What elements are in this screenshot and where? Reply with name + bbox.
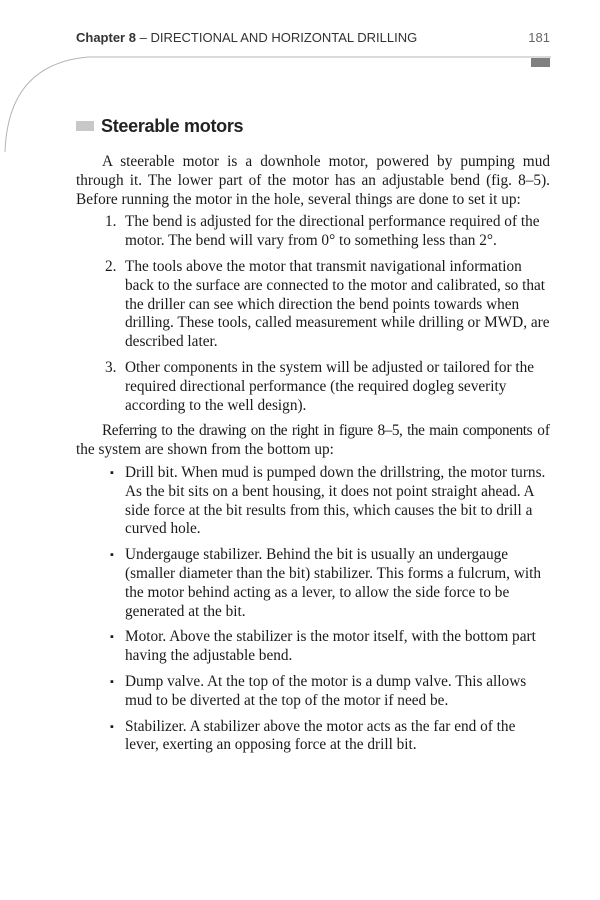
running-header bbox=[76, 30, 550, 50]
components-list bbox=[76, 464, 550, 755]
components-paragraph: Referring to the drawing on the right in figure 8–5, the main components of the system are shown from the bottom up: bbox=[76, 422, 551, 459]
section-title: Steerable motors bbox=[101, 116, 244, 136]
list-item: ▪ Undergauge stabilizer. Behind the bit is usually an undergauge (smaller diameter than the bit) stabilizer. This forms a fulcrum, with the motor behind acting as a lever, to allow the side force to be generated at the bit. bbox=[110, 546, 542, 620]
setup-steps-list bbox=[76, 213, 550, 415]
list-item: ▪ Stabilizer. A stabilizer above the motor acts as the far end of the lever, exerting an opposing force at the drill bit. bbox=[110, 717, 516, 754]
list-item: 2. The tools above the motor that transmit navigational information back to the surface are connected to the motor and calibrated, so that the driller can see which direction the bend points towards when drilling. These tools, called measurement while drilling or MWD, are described later. bbox=[105, 257, 550, 351]
body-text bbox=[76, 153, 550, 762]
heading-marker bbox=[76, 121, 94, 131]
list-item: ▪ Dump valve. At the top of the motor is a dump valve. This allows mud to be diverted at the top of the motor if need be. bbox=[110, 672, 527, 709]
intro-paragraph: A steerable motor is a downhole motor, powered by pumping mud through it. The lower part of the motor has an adjustable bend (fig. 8–5). Before running the motor in the hole, several things are done to set it up: bbox=[76, 153, 550, 208]
chapter-heading: Chapter 8 – DIRECTIONAL AND HORIZONTAL DRILLING bbox=[76, 30, 418, 45]
list-item: 1. The bend is adjusted for the directional performance required of the motor. The bend will vary from 0° to something less than 2°. bbox=[105, 213, 540, 250]
page-number: 181 bbox=[528, 30, 550, 45]
list-item: ▪ Motor. Above the stabilizer is the motor itself, with the bottom part having the adjustable bend. bbox=[110, 628, 536, 665]
list-item: ▪ Drill bit. When mud is pumped down the drillstring, the motor turns. As the bit sits on a bent housing, it does not point straight ahead. A side force at the bit results from this, which causes the bit to drill a curved hole. bbox=[110, 463, 546, 538]
list-item: 3. Other components in the system will be adjusted or tailored for the required directional performance (the required dogleg severity according to the well design). bbox=[105, 358, 535, 414]
section-heading bbox=[76, 116, 243, 137]
header-tab-marker bbox=[531, 58, 550, 67]
